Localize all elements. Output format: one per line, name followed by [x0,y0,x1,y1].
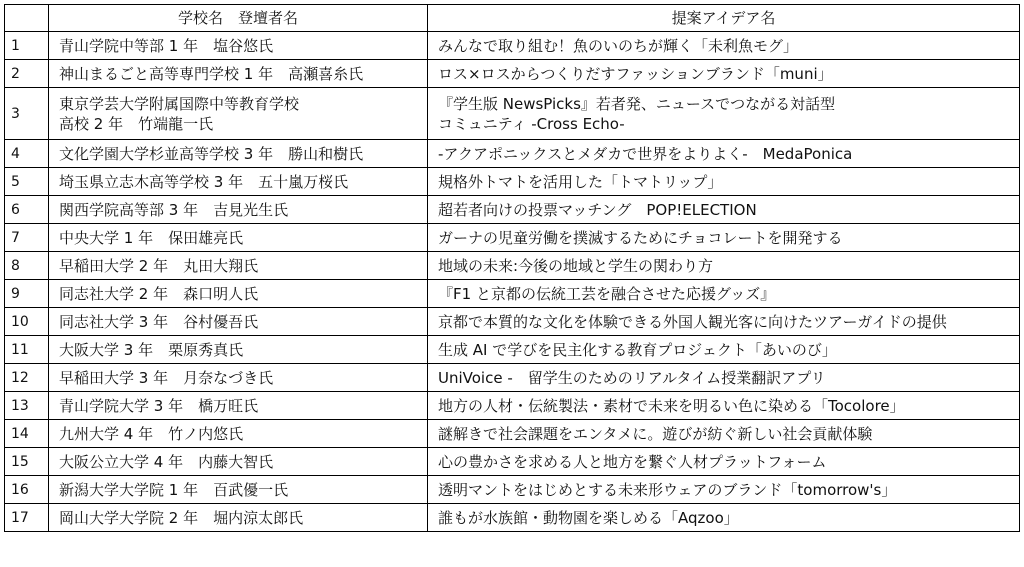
row-number: 3 [5,88,49,140]
school-speaker-text: 東京学芸大学附属国際中等教育学校 [59,94,300,113]
row-number: 2 [5,60,49,88]
idea-text: 『学生版 NewsPicks』若者発、ニュースでつながる対話型 [438,94,836,113]
school-speaker-text: 大阪大学 3 年 栗原秀真氏 [59,340,244,359]
row-number: 14 [5,420,49,448]
idea-cell [428,168,1020,196]
row-number: 16 [5,476,49,504]
table-row [5,448,1020,476]
idea-text: 生成 AI で学びを民主化する教育プロジェクト「あいのび」 [438,340,837,359]
school-speaker-text: 大阪公立大学 4 年 内藤大智氏 [59,452,274,471]
table-row [5,308,1020,336]
idea-text: 誰もが水族館・動物園を楽しめる「Aqzoo」 [438,508,739,527]
idea-text: 透明マントをはじめとする未来形ウェアのブランド「tomorrow's」 [438,480,897,499]
school-speaker-text: 同志社大学 3 年 谷村優吾氏 [59,312,259,331]
idea-text: UniVoice - 留学生のためのリアルタイム授業翻訳アプリ [438,368,826,387]
school-speaker-text: 神山まるごと高等専門学校 1 年 高瀬喜糸氏 [59,64,364,83]
idea-cell [428,308,1020,336]
table-row [5,168,1020,196]
idea-cell [428,224,1020,252]
school-speaker-text: 岡山大学大学院 2 年 堀内涼太郎氏 [59,508,304,527]
presenter-table [4,4,1020,532]
idea-text: 京都で本質的な文化を体験できる外国人観光客に向けたツアーガイドの提供 [438,312,947,331]
school-speaker-cell [49,364,428,392]
table-row [5,196,1020,224]
idea-cell [428,280,1020,308]
school-speaker-text: 九州大学 4 年 竹ノ内悠氏 [59,424,244,443]
school-speaker-text: 同志社大学 2 年 森口明人氏 [59,284,259,303]
table-row [5,224,1020,252]
idea-cell [428,88,1020,140]
school-speaker-cell [49,476,428,504]
table-row [5,504,1020,532]
row-number: 12 [5,364,49,392]
row-number: 11 [5,336,49,364]
school-speaker-cell [49,504,428,532]
header-school-speaker: 学校名 登壇者名 [49,5,428,32]
row-number: 6 [5,196,49,224]
school-speaker-text: 中央大学 1 年 保田雄亮氏 [59,228,244,247]
row-number: 8 [5,252,49,280]
table-row [5,140,1020,168]
idea-cell [428,196,1020,224]
school-speaker-text: 早稲田大学 2 年 丸田大翔氏 [59,256,259,275]
school-speaker-text: 青山学院大学 3 年 橋万旺氏 [59,396,259,415]
table-row [5,60,1020,88]
idea-cell [428,364,1020,392]
row-number: 17 [5,504,49,532]
school-speaker-cell [49,60,428,88]
school-speaker-cell [49,168,428,196]
idea-cell [428,504,1020,532]
idea-cell [428,336,1020,364]
table-row [5,476,1020,504]
row-number: 10 [5,308,49,336]
row-number: 1 [5,32,49,60]
table-row [5,88,1020,140]
school-speaker-text: 青山学院中等部 1 年 塩谷悠氏 [59,36,274,55]
school-speaker-cell [49,196,428,224]
table-row [5,364,1020,392]
idea-text: コミュニティ -Cross Echo- [438,114,625,133]
school-speaker-cell [49,392,428,420]
row-number: 7 [5,224,49,252]
idea-text: ロス×ロスからつくりだすファッションブランド「muni」 [438,64,833,83]
school-speaker-cell [49,252,428,280]
school-speaker-text: 文化学園大学杉並高等学校 3 年 勝山和樹氏 [59,144,364,163]
school-speaker-cell [49,308,428,336]
school-speaker-cell [49,420,428,448]
idea-text: ガーナの児童労働を撲滅するためにチョコレートを開発する [438,228,843,247]
school-speaker-cell [49,448,428,476]
idea-text: 超若者向けの投票マッチング POP!ELECTION [438,200,757,219]
table-row [5,336,1020,364]
header-number [5,5,49,32]
table-row [5,252,1020,280]
row-number: 9 [5,280,49,308]
row-number: 4 [5,140,49,168]
idea-text: 心の豊かさを求める人と地方を繋ぐ人材プラットフォーム [438,452,827,471]
school-speaker-cell [49,336,428,364]
idea-text: 『F1 と京都の伝統工芸を融合させた応援グッズ』 [438,284,776,303]
row-number: 13 [5,392,49,420]
idea-cell [428,448,1020,476]
row-number: 5 [5,168,49,196]
idea-cell [428,420,1020,448]
idea-cell [428,392,1020,420]
table-row [5,392,1020,420]
row-number: 15 [5,448,49,476]
idea-text: 地方の人材・伝統製法・素材で未来を明るい色に染める「Tocolore」 [438,396,905,415]
table-row [5,280,1020,308]
idea-cell [428,140,1020,168]
school-speaker-cell [49,280,428,308]
header-idea: 提案アイデア名 [428,5,1020,32]
idea-text: -アクアポニックスとメダカで世界をよりよく- MedaPonica [438,144,853,163]
school-speaker-text: 新潟大学大学院 1 年 百武優一氏 [59,480,289,499]
table-row [5,420,1020,448]
school-speaker-text: 関西学院高等部 3 年 吉見光生氏 [59,200,289,219]
idea-cell [428,476,1020,504]
table-header-row [5,5,1020,32]
table-row [5,32,1020,60]
table-body [5,32,1020,532]
idea-cell [428,32,1020,60]
school-speaker-cell [49,88,428,140]
school-speaker-cell [49,140,428,168]
idea-cell [428,252,1020,280]
school-speaker-text: 高校 2 年 竹端龍一氏 [59,114,214,133]
idea-text: みんなで取り組む！魚のいのちが輝く「未利魚モグ」 [438,36,799,55]
idea-cell [428,60,1020,88]
idea-text: 規格外トマトを活用した「トマトリップ」 [438,172,723,191]
school-speaker-cell [49,32,428,60]
idea-text: 謎解きで社会課題をエンタメに。遊びが紡ぐ新しい社会貢献体験 [438,424,873,443]
presenter-table-container [4,4,1020,532]
idea-text: 地域の未来:今後の地域と学生の関わり方 [438,256,714,275]
school-speaker-cell [49,224,428,252]
school-speaker-text: 早稲田大学 3 年 月奈なづき氏 [59,368,274,387]
school-speaker-text: 埼玉県立志木高等学校 3 年 五十嵐万桜氏 [59,172,349,191]
